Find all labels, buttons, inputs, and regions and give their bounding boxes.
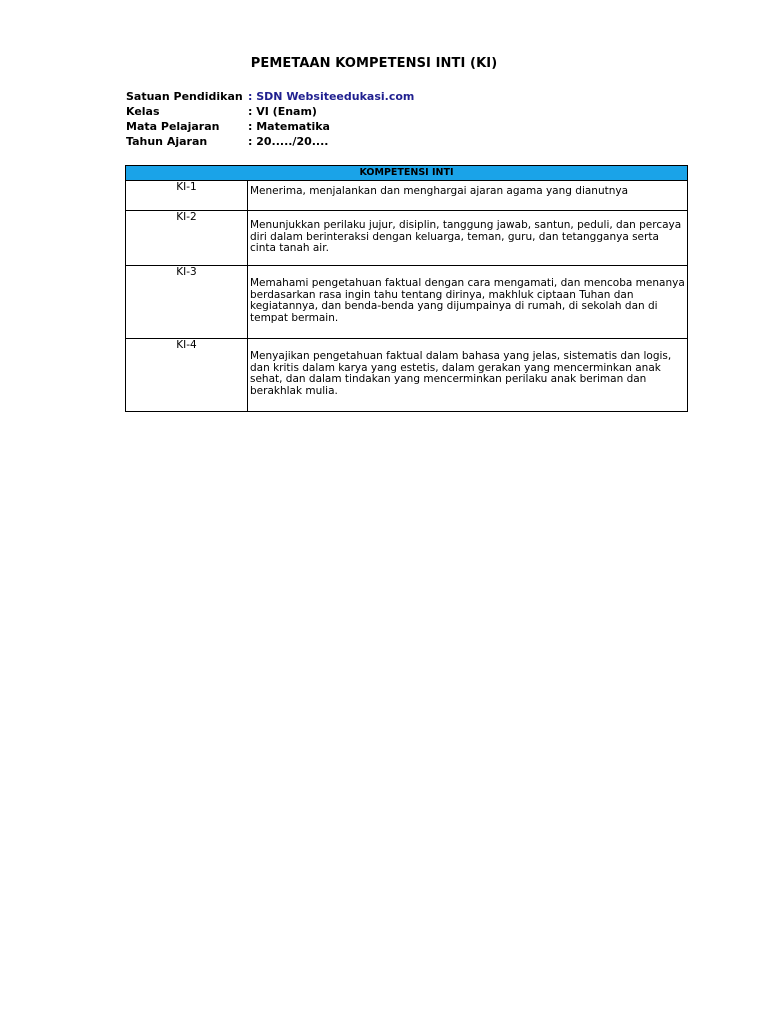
ki-description: Memahami pengetahuan faktual dengan cara mengamati, dan mencoba menanya berdasarkan rasa ingin tahu tentang dirinya, makhluk ciptaan Tuhan dan kegiatannya, dan benda-benda yang dijumpainya di rumah, di sekolah dan di tempat bermain. (248, 266, 688, 339)
meta-value: : SDN Websiteedukasi.com (248, 90, 415, 103)
ki-code: KI-4 (126, 339, 248, 412)
meta-value: : VI (Enam) (248, 105, 317, 118)
table-row (126, 266, 688, 339)
meta-row-tahun-ajaran (126, 134, 414, 149)
ki-code: KI-2 (126, 211, 248, 266)
ki-description: Menyajikan pengetahuan faktual dalam bahasa yang jelas, sistematis dan logis, dan kritis dalam karya yang estetis, dalam gerakan yang mencerminkan anak sehat, dan dalam tindakan yang mencerminkan perilaku anak beriman dan berakhlak mulia. (248, 339, 688, 412)
table-header: KOMPETENSI INTI (126, 166, 688, 181)
meta-value: : Matematika (248, 120, 330, 133)
ki-code: KI-1 (126, 181, 248, 211)
table-row (126, 339, 688, 412)
meta-row-kelas (126, 104, 414, 119)
meta-row-mata-pelajaran (126, 119, 414, 134)
meta-label: Mata Pelajaran (126, 120, 220, 133)
kompetensi-inti-table (125, 165, 688, 412)
meta-row-satuan-pendidikan (126, 89, 414, 104)
table-header-row (126, 166, 688, 181)
meta-value: : 20...../20.... (248, 135, 329, 148)
meta-label: Kelas (126, 105, 160, 118)
document-meta (126, 89, 414, 149)
ki-description: Menerima, menjalankan dan menghargai ajaran agama yang dianutnya (248, 181, 688, 211)
meta-label: Satuan Pendidikan (126, 90, 243, 103)
ki-description: Menunjukkan perilaku jujur, disiplin, tanggung jawab, santun, peduli, dan percaya diri dalam berinteraksi dengan keluarga, teman, guru, dan tetangganya serta cinta tanah air. (248, 211, 688, 266)
page-title: PEMETAAN KOMPETENSI INTI (KI) (250, 56, 498, 71)
table-row (126, 181, 688, 211)
ki-code: KI-3 (126, 266, 248, 339)
table-row (126, 211, 688, 266)
meta-label: Tahun Ajaran (126, 135, 208, 148)
